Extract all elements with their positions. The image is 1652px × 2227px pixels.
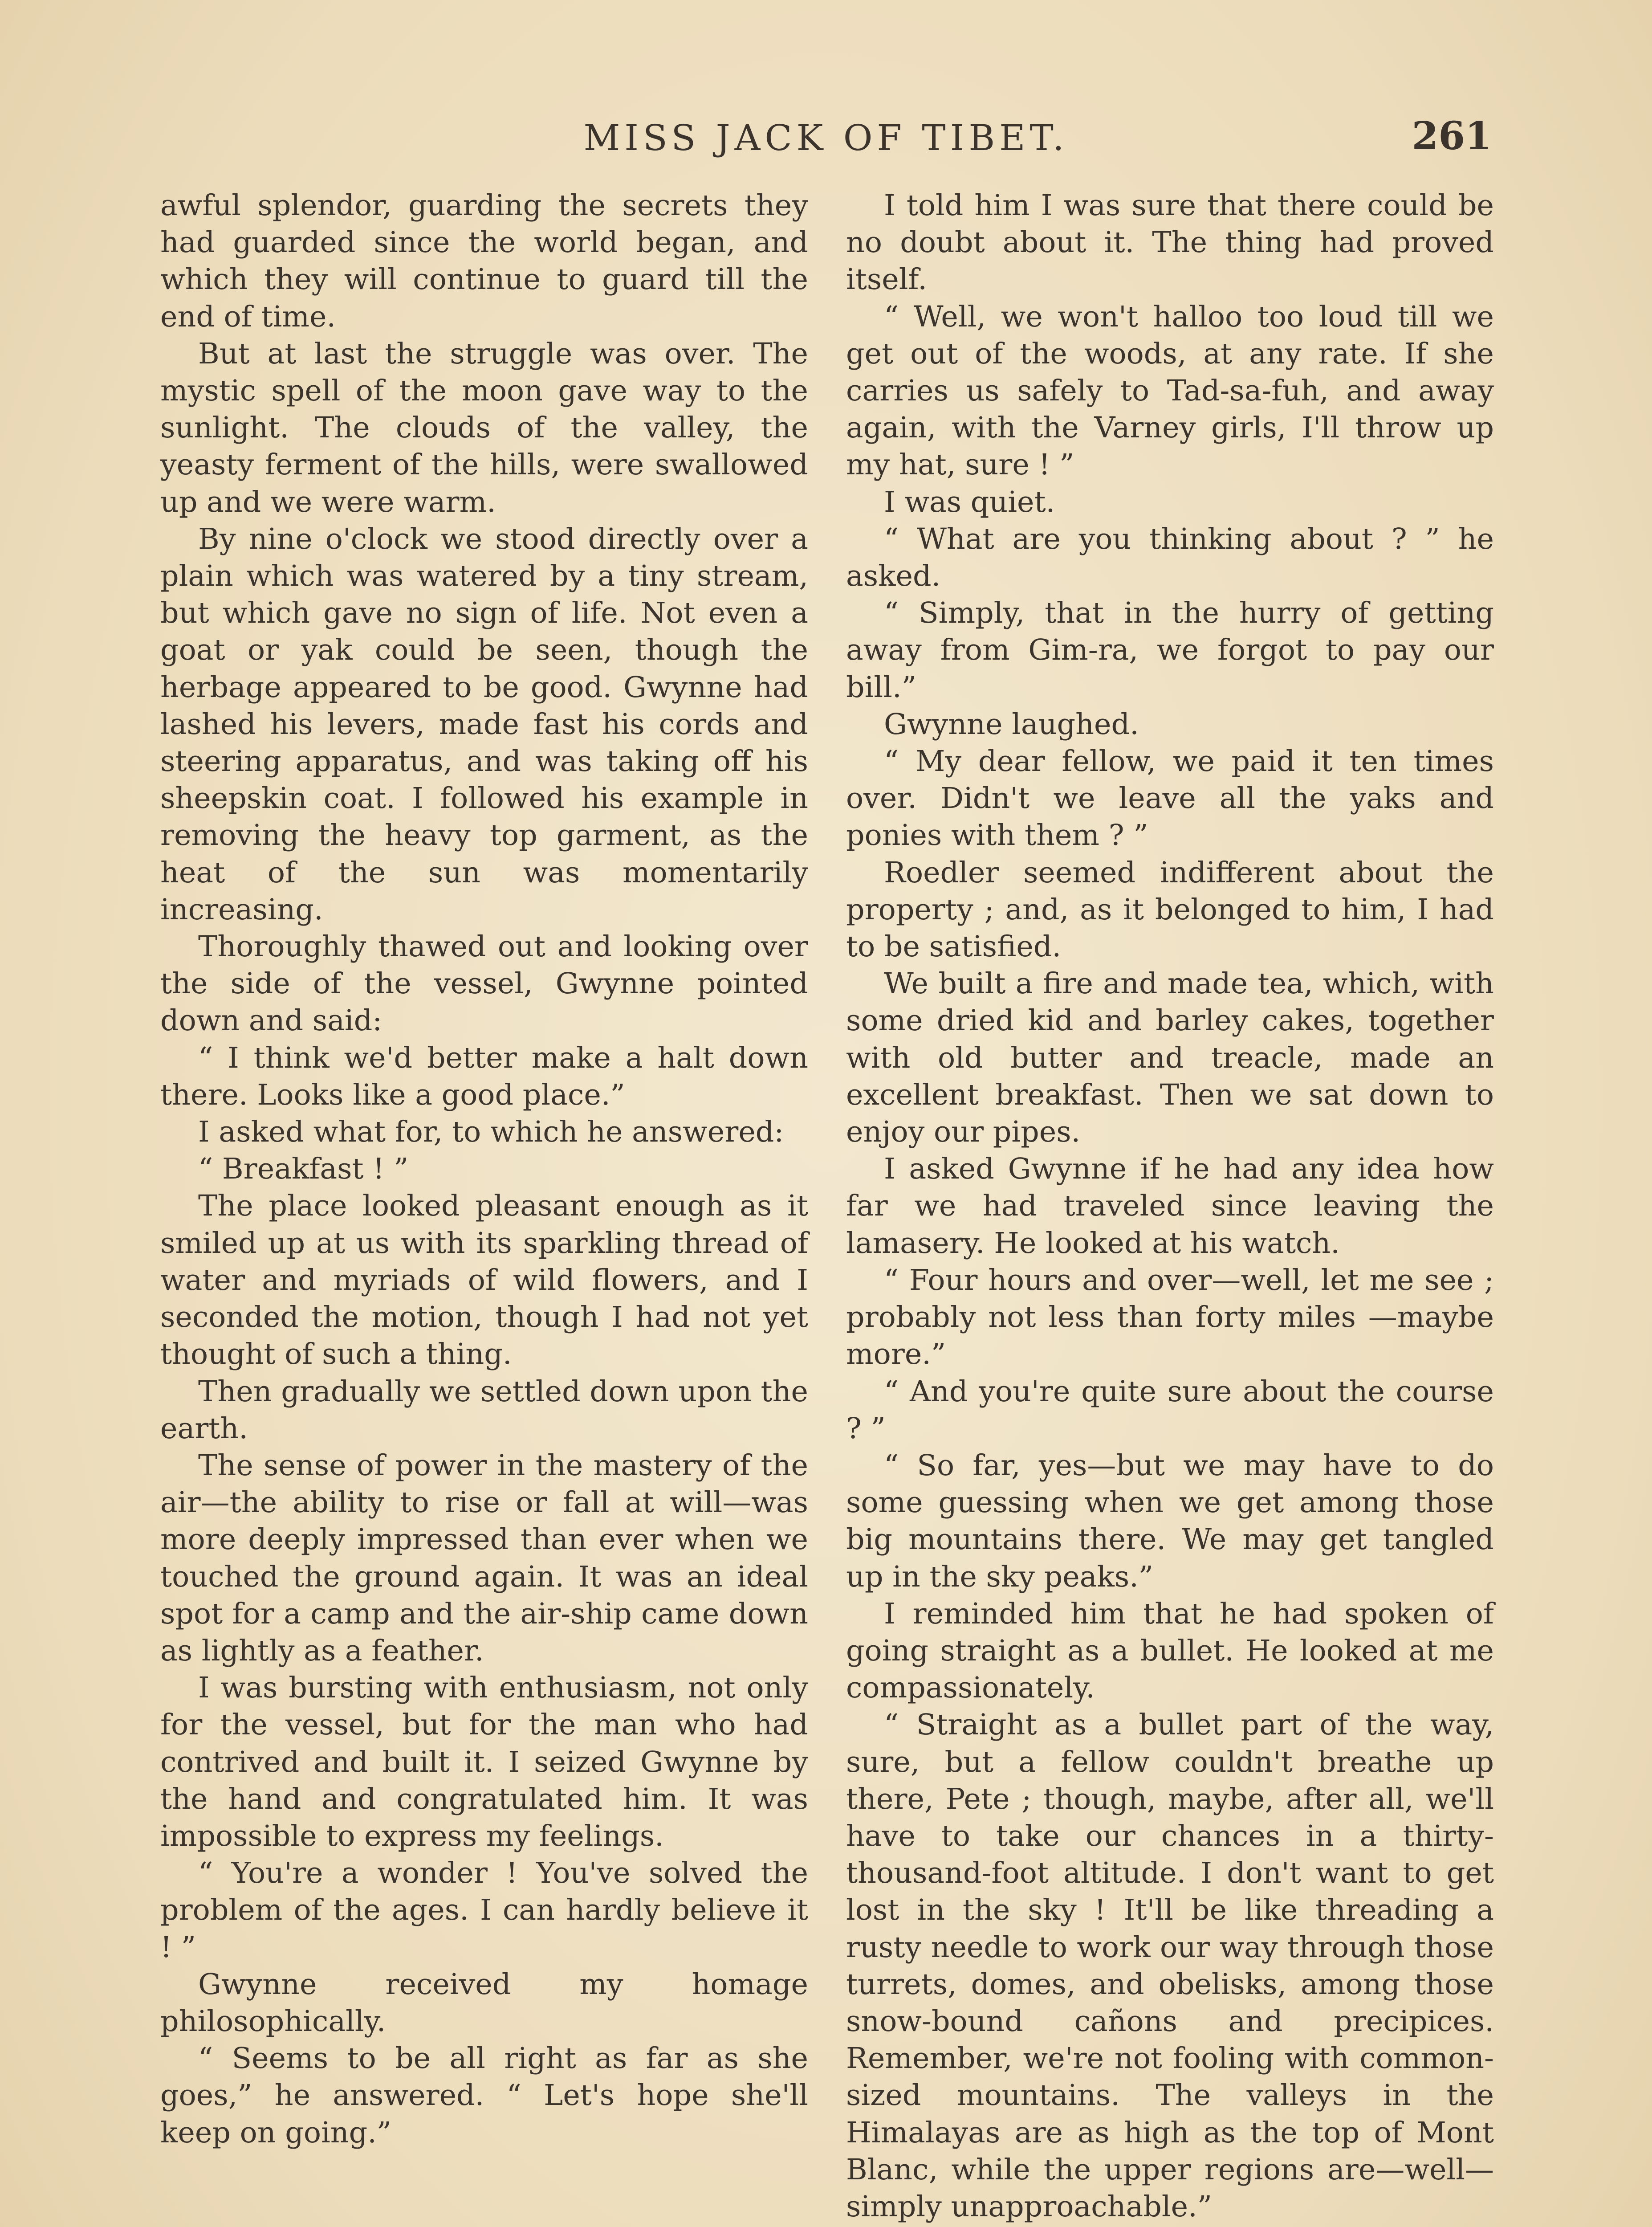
paragraph: I was quiet. [884,485,1055,519]
running-header [160,114,1492,163]
paragraph: Gwynne received my homage philosophically. [160,1967,808,2038]
paragraph: Thoroughly thawed out and looking over the side of the vessel, Gwynne pointed down and said: [160,930,808,1038]
paragraph: We built a fire and made tea, which, with some dried kid and barley cakes, together with old butter and treacle, made an excellent breakfast. Then we sat down to enjoy our pipes. [846,967,1494,1149]
paragraph: “ Four hours and over—well, let me see ; probably not less than forty miles —maybe more.” [846,1263,1494,1371]
paragraph: By nine o'clock we stood directly over a plain which was watered by a tiny stream, but which gave no sign of life. Not even a goat or yak could be seen, though the herbage appeared to be good. Gwynne had lashed his levers, made fast his cords and steering apparatus, and was taking off his sheepskin coat. I followed his example in removing the heavy top garment, as the heat of the sun was momentarily increasing. [160,522,808,926]
paragraph: I asked Gwynne if he had any idea how far we had traveled since leaving the lamasery. He looked at his watch. [846,1152,1494,1260]
paragraph: I reminded him that he had spoken of going straight as a bullet. He looked at me compassionately. [846,1597,1494,1705]
paragraph: I told him I was sure that there could be no doubt about it. The thing had proved itself. [846,189,1494,297]
paragraph: The sense of power in the mastery of the air—the ability to rise or fall at will—was more deeply impressed than ever when we touched the ground again. It was an ideal spot for a camp and the air-ship came down as lightly as a feather. [160,1448,808,1668]
paragraph: I asked what for, to which he answered: [198,1115,784,1149]
paragraph: But at last the struggle was over. The mystic spell of the moon gave way to the sunlight. The clouds of the valley, the yeasty ferment of the hills, were swallowed up and we were warm. [160,337,808,519]
right-column [846,187,1494,2227]
paragraph: Then gradually we settled down upon the earth. [160,1375,808,1445]
paragraph: “ Well, we won't halloo too loud till we get out of the woods, at any rate. If she carries us safely to Tad-sa-fuh, and away again, with the Varney girls, I'll throw up my hat, sure ! ” [846,300,1494,482]
paragraph: I was bursting with enthusiasm, not only for the vessel, but for the man who had contrived and built it. I seized Gwynne by the hand and congratulated him. It was impossible to express my feelings. [160,1671,808,1853]
paragraph: “ Breakfast ! ” [198,1152,409,1186]
paragraph: “ Simply, that in the hurry of getting away from Gim-ra, we forgot to pay our bill.” [846,596,1494,704]
paragraph: Gwynne laughed. [884,707,1139,741]
paragraph: “ I think we'd better make a halt down there. Looks like a good place.” [160,1041,808,1112]
paragraph: “ Seems to be all right as far as she goes,” he answered. “ Let's hope she'll keep on going.” [160,2042,808,2150]
paragraph: “ Straight as a bullet part of the way, sure, but a fellow couldn't breathe up there, Pete ; though, maybe, after all, we'll have to take our chances in a thirty-thousand-foot altitude. I don't want to get lost in the sky ! It'll be like threading a rusty needle to work our way through those turrets, domes, and obelisks, among those snow-bound cañons and precipices. Remember, we're not fooling with common-sized mountains. The valleys in the Himalayas are as high as the top of Mont Blanc, while the upper regions are—well—simply unapproachable.” [846,1708,1494,2223]
paragraph: awful splendor, guarding the secrets they had guarded since the world began, and which they will continue to guard till the end of time. [160,189,808,334]
running-title: MISS JACK OF TIBET. [583,117,1069,159]
paragraph: “ And you're quite sure about the course ? ” [846,1375,1494,1445]
paragraph: “ You're a wonder ! You've solved the problem of the ages. I can hardly believe it ! ” [160,1856,808,1964]
left-column [160,187,808,2151]
paragraph: “ What are you thinking about ? ” he asked. [846,522,1494,593]
paragraph: Roedler seemed indifferent about the property ; and, as it belonged to him, I had to be satisfied. [846,856,1494,964]
paragraph: The place looked pleasant enough as it smiled up at us with its sparkling thread of water and myriads of wild flowers, and I seconded the motion, though I had not yet thought of such a thing. [160,1189,808,1371]
page-number: 261 [1412,114,1492,159]
paragraph [846,2225,1494,2227]
paragraph: “ My dear fellow, we paid it ten times over. Didn't we leave all the yaks and ponies with them ? ” [846,745,1494,852]
paragraph: “ So far, yes—but we may have to do some guessing when we get among those big mountains there. We may get tangled up in the sky peaks.” [846,1448,1494,1594]
